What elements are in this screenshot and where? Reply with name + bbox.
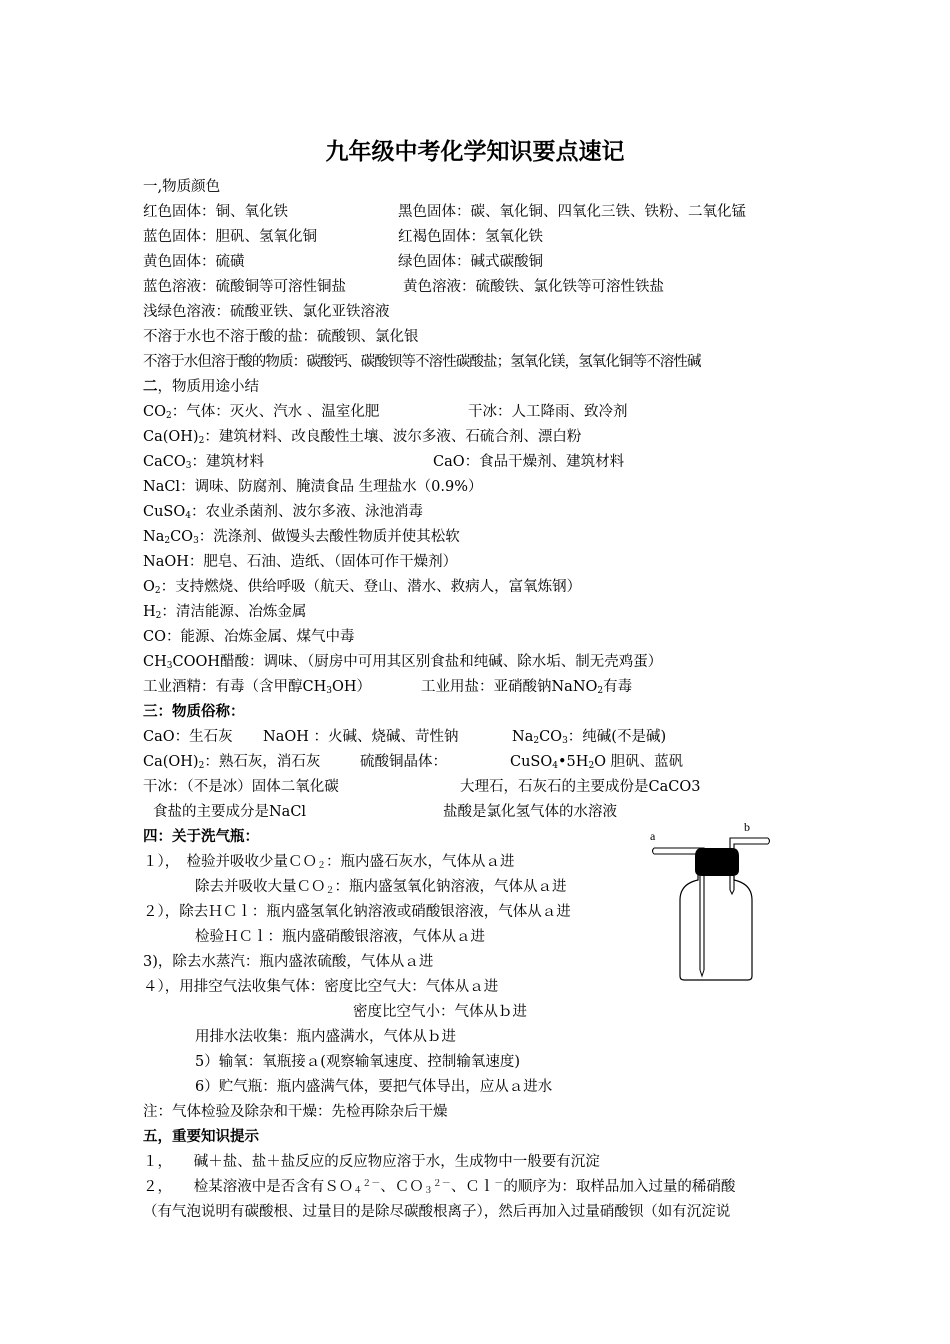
bottle-line-10: 6）贮气瓶：瓶内盛满气体，要把气体导出，应从ａ进水: [195, 1079, 553, 1095]
color-blue-solid: 蓝色固体：胆矾、氢氧化铜: [143, 229, 317, 245]
tip-1: １， 碱＋盐、盐＋盐反应的反应物应溶于水，生成物中一般要有沉淀: [143, 1154, 600, 1170]
label-a: a: [650, 829, 656, 843]
name-cuso4-crystal: $CuSO_4•5H_2O$ 胆矾、蓝矾: [510, 754, 684, 771]
tube-a-inner: [654, 854, 700, 970]
use-h2: $H_2$：清洁能源、冶炼金属: [143, 604, 307, 621]
color-yellow-solution: 黄色溶液：硫酸铁、氯化铁等可溶性铁盐: [403, 279, 664, 295]
name-na2co3: $Na_2CO_3$：纯碱(不是碱): [512, 729, 667, 746]
bottle-line-5: 3)，除去水蒸汽：瓶内盛浓硫酸，气体从ａ进: [143, 954, 434, 970]
use-na2co3: $Na_2CO_3$：洗涤剂、做馒头去酸性物质并使其松软: [143, 529, 460, 546]
acid-soluble-substances: 不溶于水但溶于酸的物质：碳酸钙、碳酸钡等不溶性碳酸盐；氢氧化镁，氢氧化铜等不溶性碱: [143, 354, 701, 370]
insoluble-salts: 不溶于水也不溶于酸的盐：硫酸钡、氯化银: [143, 329, 419, 345]
tip-2: ２， 检某溶液中是否含有ＳＯ$_4^{2-}$、ＣＯ$_3^{2-}$、Ｃｌ－的顺序为：取样品加入过量的稀硝酸: [143, 1179, 736, 1196]
use-co2: $CO_2$：气体：灭火、汽水 、温室化肥: [143, 404, 380, 421]
section-3-heading: 三：物质俗称：: [143, 703, 245, 720]
bottle-line-1: １）， 检验并吸收少量ＣＯ$_2$：瓶内盛石灰水，气体从ａ进: [143, 854, 515, 871]
color-yellow-solid: 黄色固体：硫磺: [143, 254, 245, 270]
color-lightgreen-solution: 浅绿色溶液：硫酸亚铁、氯化亚铁溶液: [143, 304, 390, 320]
color-green-solid: 绿色固体：碱式碳酸铜: [398, 254, 543, 270]
color-red-solid: 红色固体：铜、氧化铁: [143, 204, 288, 220]
section-2-number: 二: [143, 378, 158, 395]
use-caoh2: $Ca(OH)_2$：建筑材料、改良酸性土壤、波尔多液、石硫合剂、漂白粉: [143, 429, 582, 446]
name-marble: 大理石，石灰石的主要成份是CaCO3: [460, 779, 701, 795]
bottle-note: 注：气体检验及除杂和干燥：先检再除杂后干燥: [143, 1104, 448, 1120]
name-hydrochloric-acid: 盐酸是氯化氢气体的水溶液: [443, 804, 617, 820]
use-o2: $O_2$：支持燃烧、供给呼吸（航天、登山、潜水、救病人，富氧炼钢）: [143, 579, 582, 596]
color-redbrown-solid: 红褐色固体：氢氧化铁: [398, 229, 543, 245]
bottle-stopper: [695, 848, 739, 876]
bottle-line-8: 用排水法收集：瓶内盛满水，气体从ｂ进: [195, 1029, 456, 1045]
bottle-line-7: 密度比空气小：气体从ｂ进: [353, 1004, 527, 1020]
color-black-solid: 黑色固体：碳、氧化铜、四氧化三铁、铁粉、二氧化锰: [398, 204, 746, 220]
section-4-heading: 四：关于洗气瓶：: [143, 828, 259, 845]
tip-2-continued: （有气泡说明有碳酸根、过量目的是除尽碳酸根离子），然后再加入过量硝酸钡（如有沉淀说: [143, 1204, 731, 1220]
use-caco3: CaCO$_3$：建筑材料: [143, 454, 264, 471]
use-vinegar: $CH_3COOH$醋酸：调味、（厨房中可用其区别食盐和纯碱、除水垢、制无壳鸡蛋）: [143, 654, 663, 671]
section-2-title: ，物质用途小结: [157, 379, 259, 395]
name-dry-ice: 干冰：（不是冰）固体二氧化碳: [143, 779, 339, 795]
bottle-line-3: ２），除去ＨＣｌ：瓶内盛氢氧化钠溶液或硝酸银溶液，气体从ａ进: [143, 904, 571, 920]
section-2-heading: [143, 378, 259, 396]
use-co: CO：能源、冶炼金属、煤气中毒: [143, 629, 355, 645]
industrial-alcohol: 工业酒精：有毒（含甲醇$CH_3OH$）: [143, 679, 372, 696]
gas-washing-bottle-diagram: [640, 818, 780, 988]
name-cao: CaO：生石灰: [143, 729, 233, 745]
name-cuso4-label: 硫酸铜晶体：: [360, 754, 447, 770]
name-salt: 食盐的主要成分是NaCl: [153, 804, 307, 820]
color-blue-solution: 蓝色溶液：硫酸铜等可溶性铜盐: [143, 279, 346, 295]
use-nacl: NaCl：调味、防腐剂、腌渍食品 生理盐水（0.9%）: [143, 479, 483, 495]
use-dry-ice: 干冰：人工降雨、致冷剂: [468, 404, 628, 420]
bottle-line-9: 5）输氧：氧瓶接ａ(观察输氧速度、控制输氧速度): [195, 1054, 521, 1070]
page-title: 九年级中考化学知识要点速记: [325, 139, 625, 165]
use-cuso4: CuSO$_4$：农业杀菌剂、波尔多液、泳池消毒: [143, 504, 423, 521]
use-naoh: NaOH：肥皂、石油、造纸、（固体可作干燥剂）: [143, 554, 458, 570]
bottle-line-2: 除去并吸收大量ＣＯ$_2$：瓶内盛氢氧化钠溶液，气体从ａ进: [195, 879, 567, 896]
section-1-heading: 一,物质颜色: [143, 179, 221, 195]
bottle-line-6: ４），用排空气法收集气体：密度比空气大：气体从ａ进: [143, 979, 499, 995]
name-caoh2: $Ca(OH)_2$：熟石灰，消石灰: [143, 754, 321, 771]
name-naoh: NaOH ：火碱、烧碱、苛性钠: [263, 729, 459, 745]
bottle-line-4: 检验ＨＣｌ：瓶内盛硝酸银溶液，气体从ａ进: [195, 929, 485, 945]
bottle-outline: [680, 858, 752, 980]
label-b: b: [744, 820, 750, 834]
tube-b-inner: [734, 844, 768, 890]
industrial-salt: 工业用盐：亚硝酸钠NaNO$_2$有毒: [421, 679, 633, 696]
use-cao: CaO：食品干燥剂、建筑材料: [433, 454, 625, 470]
section-5-heading: 五，重要知识提示: [143, 1128, 259, 1145]
